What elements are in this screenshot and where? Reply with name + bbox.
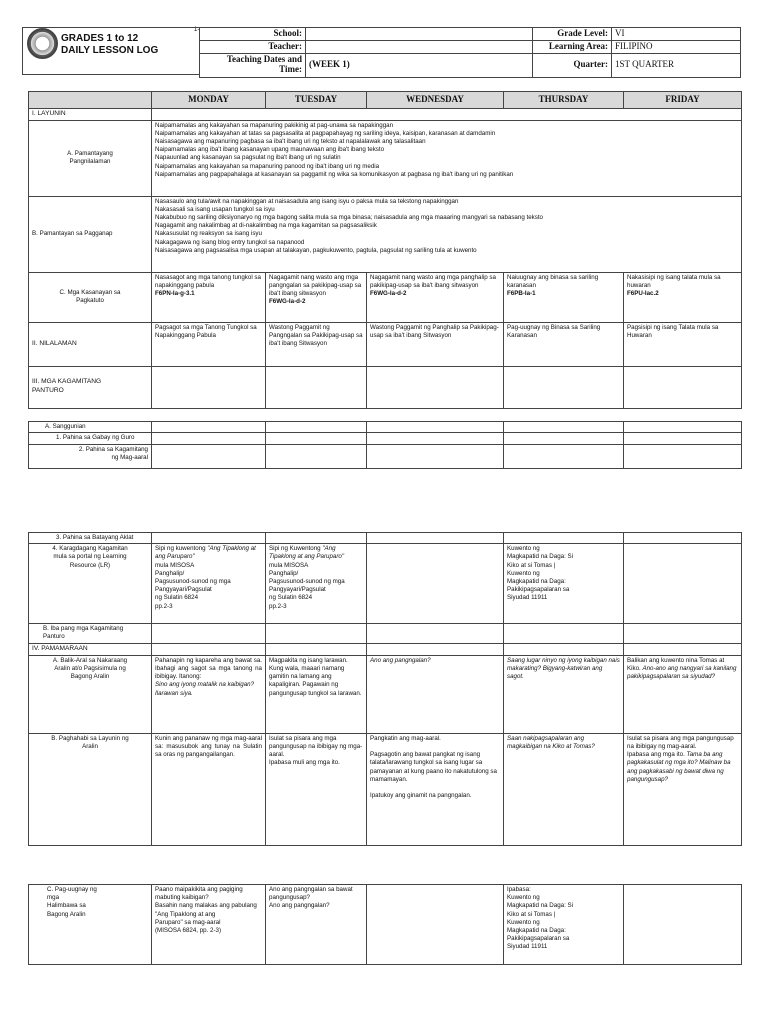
kasanayan-text: Nakasisipi ng isang talata mula sa huwaran [627,273,721,289]
nilalaman-friday[interactable]: Pagsisipi ng isang Talata mula sa Huwaran [624,322,742,366]
magaaral-monday[interactable] [152,445,266,469]
day-header-friday: FRIDAY [624,92,742,109]
iba-thursday[interactable] [504,624,624,644]
paghahabi-question: Saan nakipagsapalaran ang magkaibigan na Kiko at Tomas? [507,734,595,751]
magaaral-friday[interactable] [624,445,742,469]
kagamitan-friday[interactable] [624,366,742,408]
kasanayan-wednesday[interactable] [367,272,504,322]
balik-aral-question: Saang lugar ninyo ng iyong kaibigan nais makarating? Bigyang-katwiran ang sagot. [507,656,620,681]
gabay-wednesday[interactable] [367,433,504,445]
corner-mark: 1- [194,27,200,33]
teaching-dates-label: Teaching Dates and Time: [200,53,306,77]
quarter-label: Quarter: [533,53,612,77]
day-header-monday: MONDAY [152,92,266,109]
pag-uugnay-label: C. Pag-uugnay ng mga Halimbawa sa Bagong Aralin [29,885,152,965]
kagamitan-wednesday[interactable] [367,366,504,408]
lesson-log-table-part3 [28,532,742,846]
iba-tuesday[interactable] [266,624,367,644]
pamamaraan-tuesday [266,644,367,656]
kasanayan-text: Naiuugnay ang binasa sa sariling karanasan [507,273,599,289]
paghahabi-tuesday[interactable] [266,733,367,845]
magaaral-tuesday[interactable] [266,445,367,469]
pamamaraan-thursday [504,644,624,656]
karagdagang-text: Sipi ng kuwentong [155,545,208,553]
day-header-thursday: THURSDAY [504,92,624,109]
kasanayan-code: F6PU-Iac.2 [627,289,659,297]
kagamitang-magaaral-label: 2. Pahina sa Kagamitang ng Mag-aaral [29,445,152,469]
sanggunian-thursday[interactable] [504,422,624,433]
learning-area-label: Learning Area: [533,40,612,53]
pamamaraan-monday [152,644,266,656]
balik-aral-thursday[interactable] [504,655,624,733]
form-title-line1: GRADES 1 to 12 [61,33,139,44]
gabay-friday[interactable] [624,433,742,445]
karagdagang-title: "Ang Tipaklong at ang Paruparo" [269,545,345,561]
balik-aral-question: Ano-ano ang nangyari sa kanilang pakikipagsapalaran sa siyudad? [627,665,737,681]
pag-uugnay-tuesday[interactable]: Ano ang pangngalan sa bawat pangungusap? Ano ang pangngalan? [266,885,367,965]
paghahabi-text: Kunin ang pananaw ng mga mag-aaral sa: masusubok ang tunay na Sulatin sa oras ng pangangailangan. [155,734,262,759]
iba-friday[interactable] [624,624,742,644]
kasanayan-thursday[interactable] [504,272,624,322]
karagdagang-text: mula MISOSA Panghalip/ Pagsusunod-sunod ng mga Pangyayari/Pagsulat ng Sulatin 6824 pp.2-3 [269,561,345,610]
balik-aral-text: Pahanapin ng kapareha ang bawat sa. Ibahagi ang sagot sa mga tanong na ibibigay. Itanong: [155,656,262,681]
layunin-heading: I. LAYUNIN [29,108,152,120]
kasanayan-code: F6WG-Ia-d-2 [269,298,306,306]
kasanayan-label: C. Mga Kasanayan sa Pagkatuto [29,272,152,322]
batayang-aklat-label: 3. Pahina sa Batayang Aklat [29,533,152,544]
kasanayan-text: Nagagamit nang wasto ang mga panghalip sa pakikipag-usap sa iba't ibang sitwasyon [370,273,496,289]
header-left-frame [22,27,200,75]
balik-aral-friday[interactable] [624,655,742,733]
kasanayan-code: F6PN-Ia-g-3.1 [155,289,195,297]
day-header-wednesday: WEDNESDAY [367,92,504,109]
pag-uugnay-friday[interactable] [624,885,742,965]
school-label: School: [200,28,306,41]
iba-wednesday[interactable] [367,624,504,644]
nilalaman-wednesday[interactable]: Wastong Paggamit ng Panghalip sa Pakikipag-usap sa iba't ibang Sitwasyon [367,322,504,366]
magaaral-thursday[interactable] [504,445,624,469]
form-title-line2: DAILY LESSON LOG [61,45,159,56]
pamamaraan-friday [624,644,742,656]
pamamaraan-heading: IV. PAMAMARAAN [29,644,152,656]
kagamitan-monday[interactable] [152,366,266,408]
kasanayan-tuesday[interactable] [266,272,367,322]
lesson-log-table-part2 [28,421,742,469]
kasanayan-monday[interactable] [152,272,266,322]
layunin-blank [152,108,742,120]
aklat-tuesday[interactable] [266,533,367,544]
gabay-monday[interactable] [152,433,266,445]
nilalaman-tuesday[interactable]: Wastong Paggamit ng Pangngalan sa Pakikipag-usap sa iba't ibang Sitwasyon [266,322,367,366]
balik-aral-text: Balikan ang kuwento nina Tomas at Kiko. [627,656,725,673]
day-header-tuesday: TUESDAY [266,92,367,109]
teaching-dates-field[interactable]: (WEEK 1) [306,53,533,77]
balik-aral-monday[interactable] [152,655,266,733]
karagdagang-monday[interactable] [152,544,266,624]
gabay-tuesday[interactable] [266,433,367,445]
pamantayan-sa-pagganap-text[interactable]: Nasasaulo ang tula/awit na napakinggan at naisasadula ang isang isyu o paksa mula sa tekstong napakinggan Nakasasali sa isang usapan tungkol sa isyu Nakabubuo ng sariling diksiyonaryo ng mga bagong salita mula sa mga binasa; naisasadula ang mga maaaring mangyari sa nabasang teksto Nagagamit ang nakalimbag at di-nakalimbag na mga kagamitan sa pagsasaliksik Nakasusulat ng reaksyon sa isang isyu Nakagagawa ng isang blog entry tungkol sa napanood Naisasagawa ang pagsasalisa mga usapan at talakayan, pagkukuwento, pagtula, pagsulat ng sariling tula at kuwento [152,196,742,272]
gabay-thursday[interactable] [504,433,624,445]
day-header-row [29,92,742,109]
balik-aral-wednesday[interactable] [367,655,504,733]
karagdagang-text: Sipi ng Kuwentong [269,545,323,553]
school-field[interactable] [306,28,533,41]
karagdagang-wednesday[interactable] [367,544,504,624]
paghahabi-monday[interactable] [152,733,266,845]
lesson-log-table-part1 [28,91,742,409]
grade-level-field[interactable]: VI [612,28,741,41]
learning-area-field[interactable]: FILIPINO [612,40,741,53]
kasanayan-text: Nagagamit nang wasto ang mga pangngalan sa pakikipag-usap sa iba't ibang sitwasyon [269,273,362,297]
pamamaraan-wednesday [367,644,504,656]
magaaral-wednesday[interactable] [367,445,504,469]
paghahabi-text: Pangkatin ang mag-aaral. Pagsagotin ang bawat pangkat ng isang talata/larawang tungkol sa isang lugar sa pamayanan at kung paano ito nakatutulong sa mamamayan. Ipatukoy ang ginamit na pangngalan. [370,734,497,800]
teacher-label: Teacher: [200,40,306,53]
paghahabi-text: Isulat sa pisara ang mga pangungusap na ibibigay ng mag-aaral. Ipabasa ang mga ito. [627,734,734,759]
iba-monday[interactable] [152,624,266,644]
karagdagang-thursday[interactable] [504,544,624,624]
kagamitan-tuesday[interactable] [266,366,367,408]
karagdagang-title: "Ang Tipaklong at ang Paruparo" [155,545,256,561]
paghahabi-thursday[interactable] [504,733,624,845]
kasanayan-friday[interactable] [624,272,742,322]
sanggunian-label: A. Sanggunian [29,422,152,433]
pag-uugnay-wednesday[interactable] [367,885,504,965]
paghahabi-layunin-label: B. Paghahabi sa Layunin ng Aralin [29,733,152,845]
paghahabi-question: Tama ba ang pagkakasulat ng mga ito? Malinaw ba ang pagkakasabi ng bawat diwa ng pangungusap? [627,751,731,783]
paghahabi-text: Isulat sa pisara ang mga pangungusap na ibibigay ng mga-aaral. Ipabasa muli ang mga ito. [269,734,363,767]
sanggunian-wednesday[interactable] [367,422,504,433]
karagdagang-text: Kuwento ng Magkapatid na Daga: Si Kiko at si Tomas | Kuwento ng Magkapatid na Daga: Pakikipagsapalaran sa Siyudad 11911 [507,545,574,602]
balik-aral-label: A. Balik-Aral sa Nakaraang Aralin at/o Pagsisimula ng Bagong Aralin [29,655,152,733]
balik-aral-text: Magpakita ng isang larawan. Kung wala, maaari namang gamitin na lamang ang kapaligiran. Pagawain ng pangungusap tungkol sa larawan. [269,656,362,697]
karagdagang-friday[interactable] [624,544,742,624]
kasanayan-text: Nasasagot ang mga tanong tungkol sa napakinggang pabula [155,273,261,289]
balik-aral-question: Ano ang pangngalan? [370,656,431,664]
aklat-monday[interactable] [152,533,266,544]
pamantayang-pangnilalaman-text[interactable]: Naipamamalas ang kakayahan sa mapanuring pakikinig at pag-unawa sa napakinggan Naipamamalas ang kakayahan at tatas sa pagsasalita at pagpapahayag ng sariling ideya, kaisipan, karanasan at damdamin Naisasagawa ang mapanuring pagbasa sa iba't ibang uri ng teksto at napalalawak ang talasalitaan Naipamamalas ang iba't ibang kasanayan upang maunawaan ang iba't ibang teksto Napauunlad ang kasanayan sa pagsulat ng iba't ibang uri ng sulatin Naipamamalas ang kakayahan sa mapanuring panood ng iba't ibang uri ng media Naipamamalas ang pagpapahalaga at kasanayan sa paggamit ng wika sa komunikasyon at pagbasa ng iba't ibang uri ng panitikan [152,120,742,196]
nilalaman-thursday[interactable]: Pag-uugnay ng Binasa sa Sariling Karanasan [504,322,624,366]
aklat-wednesday[interactable] [367,533,504,544]
sanggunian-friday[interactable] [624,422,742,433]
kagamitang-panturo-label: III. MGA KAGAMITANG PANTURO [29,366,152,408]
teacher-field[interactable] [306,40,533,53]
sanggunian-tuesday[interactable] [266,422,367,433]
karagdagang-tuesday[interactable] [266,544,367,624]
kasanayan-code: F6WG-Ia-d-2 [370,289,407,297]
aklat-friday[interactable] [624,533,742,544]
nilalaman-label: II. NILALAMAN [29,322,152,366]
quarter-field[interactable]: 1ST QUARTER [612,53,741,77]
pamantayang-pangnilalaman-label: A. Pamantayang Pangnilalaman [29,120,152,196]
paghahabi-wednesday[interactable] [367,733,504,845]
paghahabi-friday[interactable] [624,733,742,845]
day-header-blank [29,92,152,109]
grade-level-label: Grade Level: [533,28,612,41]
balik-aral-tuesday[interactable] [266,655,367,733]
sanggunian-monday[interactable] [152,422,266,433]
balik-aral-question: Sino ang iyong matalik na kaibigan? Ilarawan siya. [155,681,255,697]
nilalaman-monday[interactable]: Pagsagot sa mga Tanong Tungkol sa Napakinggang Pabula [152,322,266,366]
gabay-guro-label: 1. Pahina sa Gabay ng Guro [29,433,152,445]
header-info-table [199,27,741,78]
karagdagang-kagamitan-label: 4. Karagdagang Kagamitan mula sa portal ng Learning Resource (LR) [29,544,152,624]
kasanayan-code: F6PB-Ia-1 [507,289,536,297]
kagamitan-thursday[interactable] [504,366,624,408]
pag-uugnay-thursday[interactable]: Ipabasa: Kuwento ng Magkapatid na Daga: Si Kiko at si Tomas | Kuwento ng Magkapatid na Daga: Pakikipagsapalaran sa Siyudad 11911 [504,885,624,965]
lesson-log-table-part4 [28,884,742,965]
pag-uugnay-monday[interactable]: Paano maipakikita ang pagiging mabuting kaibigan? Basahin nang malakas ang pabulang "Ang Tipaklong at ang Paruparo" sa mag-aaral (MISOSA 6824, pp. 2-3) [152,885,266,965]
pamantayan-sa-pagganap-label: B. Pamantayan sa Pagganap [29,196,152,272]
iba-pang-kagamitan-label: B. Iba pang mga Kagamitang Panturo [29,624,152,644]
karagdagang-text: mula MISOSA Panghalip/ Pagsusunod-sunod ng mga Pangyayari/Pagsulat ng Sulatin 6824 pp.2-3 [155,561,231,610]
aklat-thursday[interactable] [504,533,624,544]
